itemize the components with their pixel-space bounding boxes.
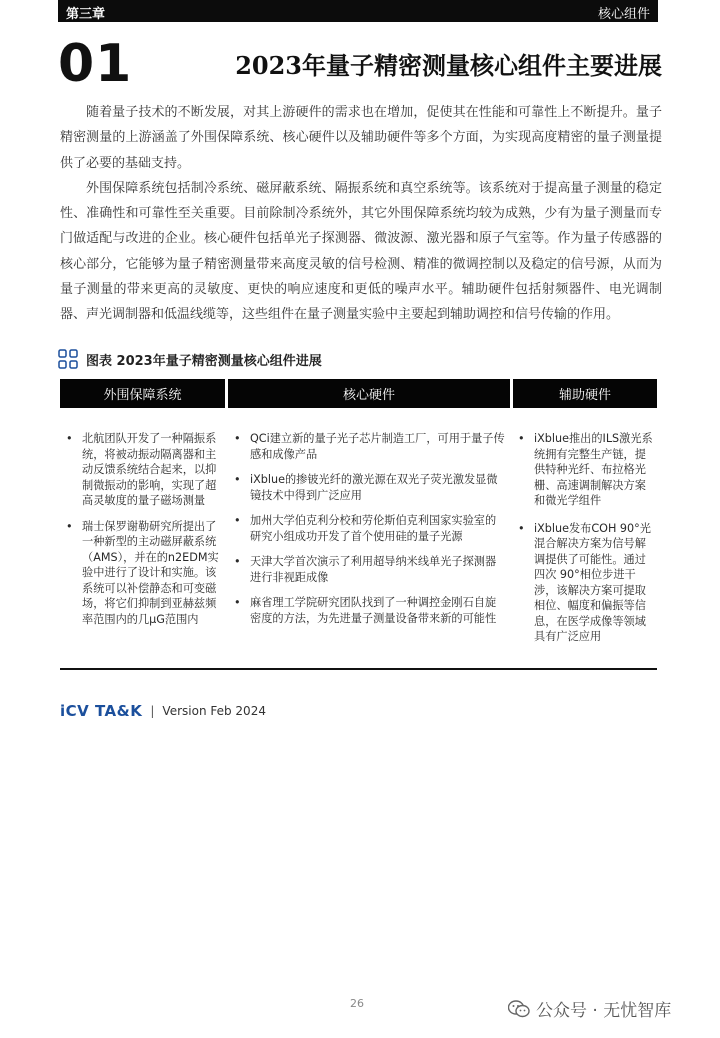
- list-item: • 麻省理工学院研究团队找到了一种调控金刚石自旋密度的方法，为先进量子测量设备带来新的可能性: [232, 595, 507, 626]
- body-text: [60, 100, 662, 328]
- table-bottom-rule: [60, 668, 657, 670]
- grid-icon: [58, 349, 78, 369]
- column-peripheral-systems: [64, 431, 224, 637]
- brand-logo: iCV TA&K: [60, 702, 143, 720]
- watermark: [508, 996, 671, 1021]
- list-item: • 天津大学首次演示了利用超导纳米线单光子探测器进行非视距成像: [232, 554, 507, 585]
- progress-table: [60, 379, 657, 670]
- watermark-text: 公众号 · 无忧智库: [536, 1001, 672, 1021]
- chapter-label: 第三章: [66, 7, 106, 22]
- list-item: • iXblue的掺铍光纤的激光源在双光子荧光激发显微镜技术中得到广泛应用: [232, 472, 507, 503]
- header-auxiliary-hardware: 辅助硬件: [513, 379, 657, 408]
- section-label: 核心组件: [597, 7, 650, 22]
- list-item: • QCi建立新的量子光子芯片制造工厂，可用于量子传感和成像产品: [232, 431, 507, 462]
- figure-title: [58, 348, 322, 370]
- list-item: • 北航团队开发了一种隔振系统，将被动振动隔离器和主动反馈系统结合起来，以抑制微振动的影响，实现了超高灵敏度的量子磁场测量: [64, 431, 224, 509]
- column-auxiliary-hardware: [516, 431, 654, 657]
- list-item: • 瑞士保罗谢勒研究所提出了一种新型的主动磁屏蔽系统（AMS），并在的n2EDM实验中进行了设计和实施。该系统可以补偿静态和可变磁场，将它们抑制到亚赫兹频率范围内的几μG范围内: [64, 519, 224, 628]
- list-item: • 加州大学伯克利分校和劳伦斯伯克利国家实验室的研究小组成功开发了首个使用硅的量子光源: [232, 513, 507, 544]
- list-item: • iXblue推出的ILS激光系统拥有完整生产链，提供特种光纤、布拉格光栅、高速调制解决方案和微光学组件: [516, 431, 654, 509]
- table-header: [60, 379, 657, 408]
- page-number: 26: [350, 997, 364, 1010]
- figure-caption: 图表 2023年量子精密测量核心组件进展: [86, 353, 322, 369]
- page-title: 2023年量子精密测量核心组件主要进展: [235, 51, 662, 80]
- footer-separator: |: [150, 704, 155, 718]
- header-peripheral-systems: 外围保障系统: [60, 379, 225, 408]
- list-item: • iXblue发布COH 90°光混合解决方案为信号解调提供了可能性。通过四次 90°相位步进干涉，该解决方案可提取相位、幅度和偏振等信息，在医学成像等领域具有广泛应用: [516, 521, 654, 645]
- column-core-hardware: [232, 431, 507, 636]
- section-number: 01: [58, 34, 133, 94]
- paragraph-1: 随着量子技术的不断发展，对其上游硬件的需求也在增加，促使其在性能和可靠性上不断提升。量子精密测量的上游涵盖了外围保障系统、核心硬件以及辅助硬件等多个方面，为实现高度精密的量子测量提供了必要的基础支持。: [60, 105, 662, 171]
- header-core-hardware: 核心硬件: [228, 379, 510, 408]
- footer-brand: [60, 702, 266, 720]
- chapter-header-bar: [58, 0, 658, 22]
- paragraph-2: 外围保障系统包括制冷系统、磁屏蔽系统、隔振系统和真空系统等。该系统对于提高量子测量的稳定性、准确性和可靠性至关重要。目前除制冷系统外，其它外围保障系统均较为成熟，少有为量子测量而专门做适配与改进的企业。核心硬件包括单光子探测器、微波源、激光器和原子气室等。作为量子传感器的核心部分，它能够为量子精密测量带来高度灵敏的信号检测、精准的微调控制以及稳定的信号源，从而为量子测量的带来更高的灵敏度、更快的响应速度和更低的噪声水平。辅助硬件包括射频器件、电光调制器、声光调制器和低温线缆等，这些组件在量子测量实验中主要起到辅助调控和信号传输的作用。: [60, 180, 662, 323]
- wechat-icon: [508, 1000, 530, 1018]
- version-label: Version Feb 2024: [162, 704, 266, 718]
